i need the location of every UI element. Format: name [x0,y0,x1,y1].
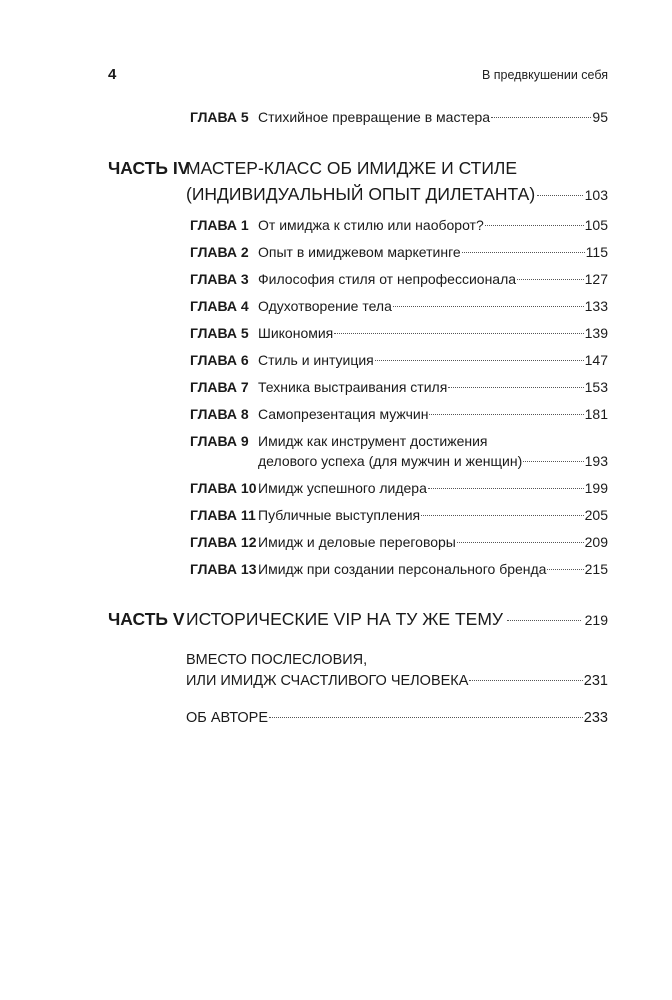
chapter-title: Техника выстраивания стиля [258,379,448,395]
page-ref: 127 [584,271,608,287]
page-ref: 233 [583,710,608,726]
chapter-title-line-2: делового успеха (для мужчин и женщин) [258,453,523,469]
toc-entry-chapter-8 [0,401,672,427]
page-ref: 231 [583,673,608,689]
leader-dots [507,620,581,621]
afterword-line-2: ИЛИ ИМИДЖ СЧАСТЛИВОГО ЧЕЛОВЕКА [186,673,469,689]
page-ref: 95 [592,109,608,125]
chapter-title: Имидж при создании персонального бренда [258,561,547,577]
page-ref: 219 [584,612,608,628]
page-ref: 147 [584,352,608,368]
toc-entry-chapter-13 [0,556,672,582]
leader-dots [393,306,584,307]
page-ref: 209 [584,534,608,550]
page-ref: 133 [584,298,608,314]
page-ref: 103 [584,187,608,203]
chapter-label: ГЛАВА 2 [190,244,249,260]
chapter-title: Философия стиля от непрофессионала [258,271,517,287]
page-ref: 193 [584,453,608,469]
chapter-title: Самопрезентация мужчин [258,406,429,422]
leader-dots [448,387,583,388]
chapter-label: ГЛАВА 5 [190,325,249,341]
page-ref: 153 [584,379,608,395]
chapter-label: ГЛАВА 11 [190,507,256,523]
toc-entry-chapter-6 [0,347,672,373]
chapter-label: ГЛАВА 6 [190,352,249,368]
chapter-title: Опыт в имиджевом маркетинге [258,244,461,260]
toc-entry-chapter-5 [0,320,672,346]
page-ref: 105 [584,217,608,233]
page-ref: 215 [584,561,608,577]
leader-dots [269,717,583,718]
chapter-title: Стихийное превращение в мастера [258,109,491,125]
running-title: В предвкушении себя [481,68,608,82]
page-ref: 115 [585,244,608,260]
toc-entry-chapter-1 [0,212,672,238]
chapter-title: Публичные выступления [258,507,421,523]
chapter-title: Имидж и деловые переговоры [258,534,456,550]
about-title: ОБ АВТОРЕ [186,710,269,726]
chapter-title-line-1: Имидж как инструмент достижения [258,433,488,449]
page-ref: 139 [584,325,608,341]
chapter-label: ГЛАВА 12 [190,534,257,550]
chapter-label: ГЛАВА 9 [190,433,249,449]
leader-dots [334,333,583,334]
leader-dots [375,360,584,361]
leader-dots [523,461,583,462]
leader-dots [421,515,584,516]
chapter-title: От имиджа к стилю или наоборот? [258,217,484,233]
leader-dots [491,117,591,118]
toc-about-author [186,710,608,726]
part-title-line-2: (ИНДИВИДУАЛЬНЫЙ ОПЫТ ДИЛЕТАНТА) [186,184,536,204]
afterword-line-1: ВМЕСТО ПОСЛЕСЛОВИЯ, [186,652,368,668]
chapter-title: Одухотворение тела [258,298,392,314]
toc-entry-chapter-10 [0,475,672,501]
part-label: ЧАСТЬ IV [108,158,190,178]
chapter-label: ГЛАВА 7 [190,379,249,395]
leader-dots [462,252,585,253]
toc-entry-chapter-2 [0,239,672,265]
chapter-label: ГЛАВА 13 [190,561,257,577]
chapter-label: ГЛАВА 1 [190,217,249,233]
chapter-title: Имидж успешного лидера [258,480,427,496]
part-title-line-1: МАСТЕР-КЛАСС ОБ ИМИДЖЕ И СТИЛЕ [186,158,518,178]
leader-dots [517,279,584,280]
chapter-label: ГЛАВА 3 [190,271,249,287]
page-ref: 181 [584,406,608,422]
chapter-title: Стиль и интуиция [258,352,374,368]
toc-entry-chapter-3 [0,266,672,292]
chapter-label: ГЛАВА 8 [190,406,249,422]
toc-entry-chapter-4 [0,293,672,319]
leader-dots [469,680,582,681]
toc-entry-chapter-12 [0,529,672,555]
chapter-label: ГЛАВА 10 [190,480,257,496]
leader-dots [429,414,583,415]
part-label: ЧАСТЬ V [108,609,185,629]
leader-dots [485,225,584,226]
leader-dots [457,542,584,543]
page-ref: 205 [584,507,608,523]
leader-dots [547,569,583,570]
leader-dots [537,195,582,196]
page-ref: 199 [584,480,608,496]
part-title: ИСТОРИЧЕСКИЕ VIP НА ТУ ЖЕ ТЕМУ [186,609,504,629]
chapter-label: ГЛАВА 4 [190,298,249,314]
chapter-label: ГЛАВА 5 [190,109,249,125]
toc-entry-pre-chapter-5 [0,104,672,130]
chapter-title: Шикономия [258,325,334,341]
toc-entry-chapter-11 [0,502,672,528]
page-number: 4 [108,66,117,83]
leader-dots [428,488,584,489]
toc-entry-chapter-7 [0,374,672,400]
